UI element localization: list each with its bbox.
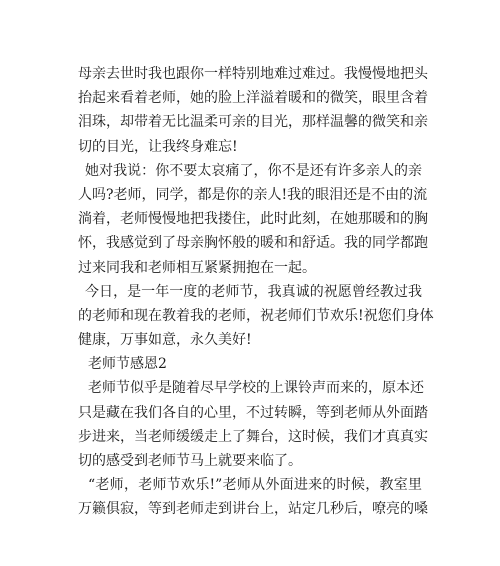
section-heading: [78, 352, 422, 376]
text-line: 淌着，老师慢慢地把我搂住，此时此刻，在她那暖和的胸: [78, 211, 428, 228]
text-line: 健康，万事如意，永久美好!: [78, 332, 252, 349]
paragraph-4: [78, 376, 428, 473]
text-line: “老师，老师节欢乐!”老师从外面进来的时候，教室里: [88, 477, 422, 494]
text-line: 人吗?老师，同学，都是你的亲人!我的眼泪还是不由的流: [78, 186, 428, 203]
text-line: 只是藏在我们各自的心里，不过转瞬，等到老师从外面踏: [78, 404, 428, 421]
text-line: 怀，我感觉到了母亲胸怀般的暖和和舒适。我的同学都跑: [78, 235, 428, 252]
text-line: 步进来，当老师缓缓走上了舞台，这时候，我们才真真实: [78, 428, 428, 445]
heading-text: 老师节感恩2: [88, 356, 167, 373]
paragraph-1: [78, 62, 428, 159]
text-line: 过来同我和老师相互紧紧拥抱在一起。: [78, 259, 316, 276]
text-line: 切的目光，让我终身难忘!: [78, 138, 238, 155]
document-body: [78, 62, 434, 522]
paragraph-2: [78, 159, 428, 280]
text-line: 今日，是一年一度的老师节，我真诚的祝愿曾经教过我: [85, 283, 422, 300]
text-line: 切的感受到老师节马上就要来临了。: [78, 453, 302, 469]
paragraph-3: [78, 280, 434, 353]
text-line: 老师节似乎是随着尽早学校的上课铃声而来的，原本还: [88, 380, 424, 397]
text-line: 母亲去世时我也跟你一样特别地难过难过。我慢慢地把头: [78, 66, 428, 82]
text-line: 万籁俱寂，等到老师走到讲台上，站定几秒后，嘹亮的嗓: [78, 501, 428, 518]
text-line: 她对我说：你不要太哀痛了，你不是还有许多亲人的亲: [85, 162, 422, 179]
paragraph-5: [78, 473, 428, 521]
text-line: 泪珠，却带着无比温柔可亲的目光，那样温馨的微笑和亲: [78, 114, 428, 131]
text-line: 的老师和现在教着我的老师，祝老师们节欢乐!祝您们身体: [78, 307, 434, 324]
text-line: 抬起来看着老师，她的脸上洋溢着暖和的微笑，眼里含着: [78, 90, 428, 107]
